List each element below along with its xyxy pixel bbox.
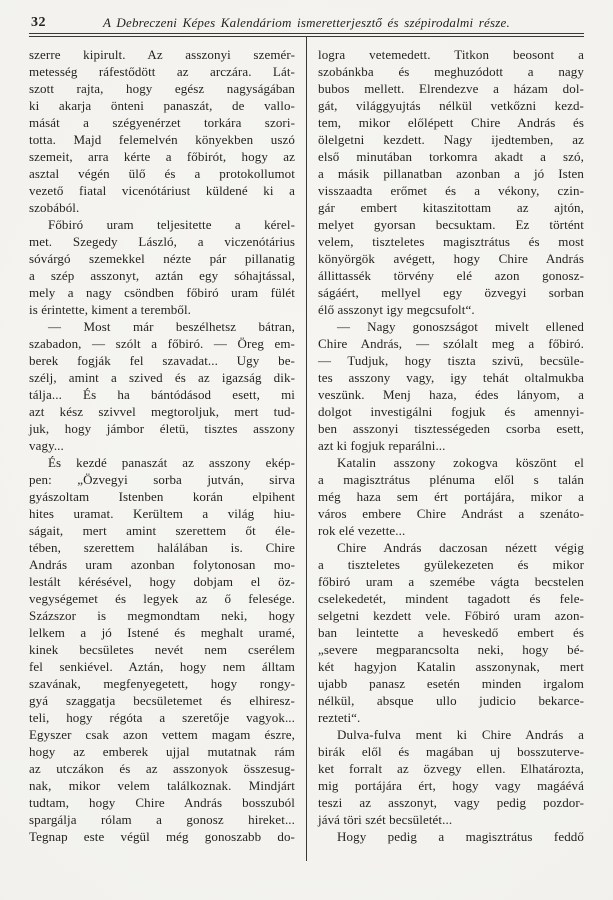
text-line: vezető fiatal vicenótáriust küldené ki a xyxy=(29,183,295,198)
text-line: juk, hogy jámbor életü, tisztes asszony xyxy=(29,421,295,436)
text-line: a szép asszonyt, aztán egy sóhajtással, xyxy=(29,268,295,283)
text-line: nélkül, absque ullo judicio bekarce- xyxy=(318,693,584,708)
text-line: első minutában torkomra akadt a szó, xyxy=(318,149,584,164)
text-line: lelkem a jó Istené és meghalt uramé, xyxy=(29,625,295,640)
text-line: gár embert kitaszitottam az ajtón, xyxy=(318,200,584,215)
text-line: szavának, megfenyegetett, hogy rongy- xyxy=(29,676,295,691)
text-line: a tiszteletes gyülekezeten és mikor xyxy=(318,557,584,572)
text-line: — Most már beszélhetsz bátran, xyxy=(48,319,295,334)
text-line: birák elől és magában uj bosszuterve- xyxy=(318,744,584,759)
text-line: ki akarja önteni panaszát, de vallo- xyxy=(29,98,295,113)
paragraph xyxy=(29,454,295,845)
text-line: szemeit, arra kérte a főbirót, hogy az xyxy=(29,149,295,164)
text-line: a magisztrátus plénuma elől s talán xyxy=(318,472,584,487)
text-line: pen: „Özvegyi sorba jutván, sirva xyxy=(29,472,295,487)
text-line: mig portájára ért, hogy vagy magáévá xyxy=(318,778,584,793)
text-line: is érintette, kiment a teremből. xyxy=(29,302,192,317)
text-line: ujabb panasz esetén minden irgalom xyxy=(318,676,584,691)
page-body xyxy=(29,46,584,845)
paragraph xyxy=(318,726,584,828)
text-line: szabadon, — szólt a főbiró. — Öreg em- xyxy=(29,336,295,351)
text-line: asztal végén ülő és a protokollumot xyxy=(29,166,295,181)
text-line: Tegnap este végül még gonoszabb do- xyxy=(29,829,295,844)
text-line: teli, hogy régóta a szeretője vagyok... xyxy=(29,710,295,725)
text-line: Százszor is megmondtam neki, hogy xyxy=(29,608,295,623)
text-line: főbiró uram a szemébe vágta becstelen xyxy=(318,574,584,589)
text-line: ságait, mert amint szerettem őt éle- xyxy=(29,523,295,538)
text-line: selgetni kezdett vele. Főbiró uram azon- xyxy=(318,608,584,623)
text-line: totta. Majd felemelvén könyekben uszó xyxy=(29,132,295,147)
text-line: sóvárgó szemekkel nézte pár pillanatig xyxy=(29,251,295,266)
text-line: cselekedetét, mindent tagadott és fele- xyxy=(318,591,584,606)
paragraph xyxy=(318,318,584,454)
text-line: spargálja rólam a gonosz hireket... xyxy=(29,812,295,827)
text-line: könyörgök avégett, hogy Chire András xyxy=(318,251,584,266)
text-line: nak, mikor velem találkoznak. Mindjárt xyxy=(29,778,295,793)
running-title: A Debreczeni Képes Kalendáriom ismeretterjesztő és szépirodalmi része. xyxy=(103,15,510,30)
text-line: azt ki fogjuk reparálni... xyxy=(318,438,446,453)
text-line: gyászoltam Istenben korán elpihent xyxy=(29,489,295,504)
text-line: hites uramat. Kerültem a világ hiu- xyxy=(29,506,295,521)
text-line: „severe megparancsolta neki, hogy bé- xyxy=(318,642,584,657)
text-line: mely a nagy csöndben főbiró uram fülét xyxy=(29,285,295,300)
text-line: Katalin asszony zokogva köszönt el xyxy=(337,455,584,470)
text-line: szélj, amint a szived és az igazság dik- xyxy=(29,370,295,385)
text-line: város embere Chire Andrást a szenáto- xyxy=(318,506,584,521)
text-line: hogy az emberek ujjal mutatnak rám xyxy=(29,744,295,759)
text-line: lestált kérésével, hogy dobjam el öz- xyxy=(29,574,295,589)
text-line: melyet gyorsan becsuktam. Ez történt xyxy=(318,217,584,232)
text-line: — Nagy gonoszságot mivelt ellened xyxy=(337,319,584,334)
text-line: teszi az asszonyt, vagy pedig pozdor- xyxy=(318,795,584,810)
text-line: ban leintette a heveskedő embert és xyxy=(318,625,584,640)
text-line: Egyszer csak azon vettem magam észre, xyxy=(29,727,295,742)
page-header xyxy=(29,15,584,31)
text-line: jává töri szét becsületét... xyxy=(318,812,453,827)
page-number: 32 xyxy=(31,15,46,30)
text-line: szobánkba és meghuzódott a nagy xyxy=(318,64,584,79)
text-line: bubos mellett. Elrendezve a házam dol- xyxy=(318,81,584,96)
column-right xyxy=(318,46,584,845)
column-left xyxy=(29,46,295,845)
text-line: kinek becsületes nevét nem cserélem xyxy=(29,642,295,657)
text-line: a másik pillanatban azonban a jó Isten xyxy=(318,166,584,181)
text-line: gát, világgyujtás nélkül vetkőzni kezd- xyxy=(318,98,584,113)
text-line: Chire András, — szólalt meg a főbiró. xyxy=(318,336,584,351)
text-line: tudtam, hogy Chire András bosszuból xyxy=(29,795,295,810)
text-line: vagy... xyxy=(29,438,64,453)
text-line: — Tudjuk, hogy tiszta szivü, becsüle- xyxy=(318,353,584,368)
text-line: tem, mikor előlépett Chire András és xyxy=(318,115,584,130)
text-line: azt kész szivvel megtoroljuk, mert tud- xyxy=(29,404,295,419)
text-line: még haza sem ért portájára, mikor a xyxy=(318,489,584,504)
text-line: metesség ráfestődött az arczára. Lát- xyxy=(29,64,295,79)
text-line: két hagyjon Katalin asszonynak, mert xyxy=(318,659,584,674)
text-line: logra vetemedett. Titkon beosont a xyxy=(318,47,584,62)
text-line: tes asszony vagy, igy tehát oltalmukba xyxy=(318,370,584,385)
paragraph xyxy=(29,318,295,454)
text-line: élő asszonyt igy megcsufolt“. xyxy=(318,302,475,317)
text-line: met. Szegedy László, a viczenótárius xyxy=(29,234,295,249)
text-line: vegységemet és legyek az ő felesége. xyxy=(29,591,295,606)
text-line: rezteti“. xyxy=(318,710,361,725)
text-line: Hogy pedig a magisztrátus feddő xyxy=(337,829,584,844)
text-line: mását a szégyenérzet torkára szori- xyxy=(29,115,295,130)
text-line: veszünk. Menj haza, édes lányom, a xyxy=(318,387,584,402)
text-line: ket forralt az özvegy ellen. Elhatározta, xyxy=(318,761,584,776)
text-line: ben asszonyi tisztességeden csorba esett, xyxy=(318,421,584,436)
text-line: állittassék törvény elé azon gonosz- xyxy=(318,268,584,283)
text-line: az utczákon és az asszonyok összesug- xyxy=(29,761,295,776)
text-line: ölelgetni kezdett. Nagy ijedtemben, az xyxy=(318,132,584,147)
paragraph xyxy=(318,454,584,539)
text-line: szott rajta, hogy egész nagyságában xyxy=(29,81,295,96)
text-line: velem, tiszteletes magisztrátus és most xyxy=(318,234,584,249)
text-line: És kezdé panaszát az asszony ekép- xyxy=(48,455,295,470)
text-line: rok elé vezette... xyxy=(318,523,406,538)
text-line: berek fogják fel szavadat... Ugy be- xyxy=(29,353,295,368)
text-line: visszaadta erőmet és a vékony, czin- xyxy=(318,183,584,198)
text-line: Dulva-fulva ment ki Chire András a xyxy=(337,727,584,742)
text-line: tében, szerettem halálában is. Chire xyxy=(29,540,295,555)
paragraph xyxy=(29,46,295,216)
text-line: dolgot investigálni fogjuk és amennyi- xyxy=(318,404,584,419)
text-line: szobából. xyxy=(29,200,80,215)
text-line: Főbiró uram teljesitette a kérel- xyxy=(48,217,295,232)
paragraph xyxy=(318,828,584,845)
paragraph xyxy=(318,539,584,726)
text-line: Chire András daczosan nézett végig xyxy=(337,540,584,555)
text-line: András uram azonban folytonosan mo- xyxy=(29,557,295,572)
text-line: tálja... És ha bántódásod esett, mi xyxy=(29,387,295,402)
text-line: szerre kipirult. Az asszonyi szemér- xyxy=(29,47,295,62)
text-line: fel senkiével. Aztán, hogy nem álltam xyxy=(29,659,295,674)
text-line: ságáért, mellyel egy özvegyi sorban xyxy=(318,285,584,300)
text-line: gyá szaggatja becsületemet és elhiresz- xyxy=(29,693,295,708)
paragraph xyxy=(29,216,295,318)
paragraph xyxy=(318,46,584,318)
